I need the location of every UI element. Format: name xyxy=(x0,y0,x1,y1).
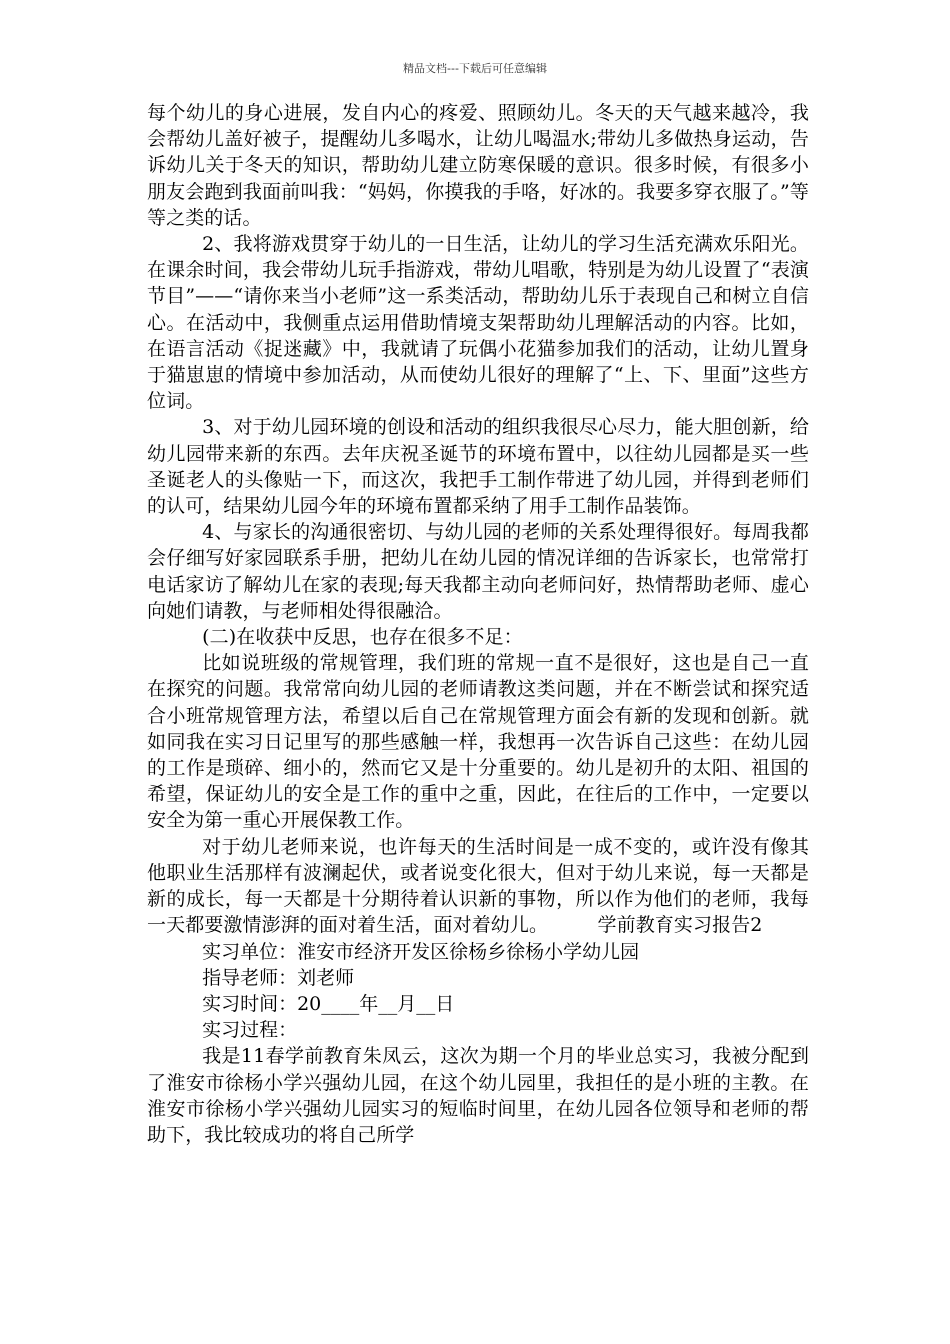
paragraph-environment: 3、对于幼儿园环境的创设和活动的组织我很尽心尽力，能大胆创新，给幼儿园带来新的东西。去年庆祝圣诞节的环境布置中，以往幼儿园都是买一些圣诞老人的头像贴一下，而这次，我把手工制作带进了幼儿园，并得到老师们的认可，结果幼儿园今年的环境布置都采纳了用手工制作品装饰。 xyxy=(147,416,809,518)
report-title: 学前教育实习报告2 xyxy=(597,914,763,937)
paragraph-introduction: 我是11春学前教育朱凤云，这次为期一个月的毕业总实习，我被分配到了淮安市徐杨小学兴强幼儿园，在这个幼儿园里，我担任的是小班的主教。在淮安市徐杨小学兴强幼儿园实习的短临时间里，在幼儿园各位领导和老师的帮助下，我比较成功的将自己所学 xyxy=(147,1045,809,1146)
paragraph-teacher-life-text: 对于幼儿老师来说，也许每天的生活时间是一成不变的，或许没有像其他职业生活那样有波澜起伏，或者说变化很大，但对于幼儿来说，每一天都是新的成长，每一天都是十分期待着认识新的事物，所以作为他们的老师，我每一天都要激情澎湃的面对着生活，面对着幼儿。 xyxy=(147,835,809,937)
page-header: 精品文档---下载后可任意编辑 xyxy=(403,62,547,75)
field-internship-process: 实习过程： xyxy=(202,1019,298,1042)
paragraph-parents: 4、与家长的沟通很密切、与幼儿园的老师的关系处理得很好。每周我都会仔细写好家园联系手册，把幼儿在幼儿园的情况详细的告诉家长，也常常打电话家访了解幼儿在家的表现;每天我都主动向老师问好，热情帮助老师、虚心向她们请教，与老师相处得很融洽。 xyxy=(147,521,809,622)
field-internship-unit: 实习单位：淮安市经济开发区徐杨乡徐杨小学幼儿园 xyxy=(202,940,640,963)
document-body xyxy=(147,100,809,1148)
field-internship-time: 实习时间：20____年__月__日 xyxy=(202,992,455,1015)
paragraph-care-in-winter: 每个幼儿的身心进展，发自内心的疼爱、照顾幼儿。冬天的天气越来越冷，我会帮幼儿盖好被子，提醒幼儿多喝水，让幼儿喝温水;带幼儿多做热身运动，告诉幼儿关于冬天的知识，帮助幼儿建立防寒保暖的意识。很多时候，有很多小朋友会跑到我面前叫我：“妈妈，你摸我的手咯，好冰的。我要多穿衣服了。”等等之类的话。 xyxy=(147,102,809,229)
paragraph-routine-management: 比如说班级的常规管理，我们班的常规一直不是很好，这也是自己一直在探究的问题。我常常向幼儿园的老师请教这类问题，并在不断尝试和探究适合小班常规管理方法，希望以后自己在常规管理方面会有新的发现和创新。就如同我在实习日记里写的那些感触一样，我想再一次告诉自己这些：在幼儿园的工作是琐碎、细小的，然而它又是十分重要的。幼儿是初升的太阳、祖国的希望，保证幼儿的安全是工作的重中之重，因此，在往后的工作中，一定要以安全为第一重心开展保教工作。 xyxy=(147,652,809,832)
paragraph-teacher-life xyxy=(147,834,809,939)
paragraph-games: 2、我将游戏贯穿于幼儿的一日生活，让幼儿的学习生活充满欢乐阳光。在课余时间，我会带幼儿玩手指游戏，带幼儿唱歌，特别是为幼儿设置了“表演节目”——“请你来当小老师”这一系类活动，帮助幼儿乐于表现自己和树立自信心。在活动中，我侧重点运用借助情境支架帮助幼儿理解活动的内容。比如，在语言活动《捉迷藏》中，我就请了玩偶小花猫参加我们的活动，让幼儿置身于猫崽崽的情境中参加活动，从而使幼儿很好的理解了“上、下、里面”这些方位词。 xyxy=(147,233,809,413)
section-heading-reflection: (二)在收获中反思，也存在很多不足： xyxy=(202,626,523,649)
field-supervisor: 指导老师：刘老师 xyxy=(202,966,355,989)
